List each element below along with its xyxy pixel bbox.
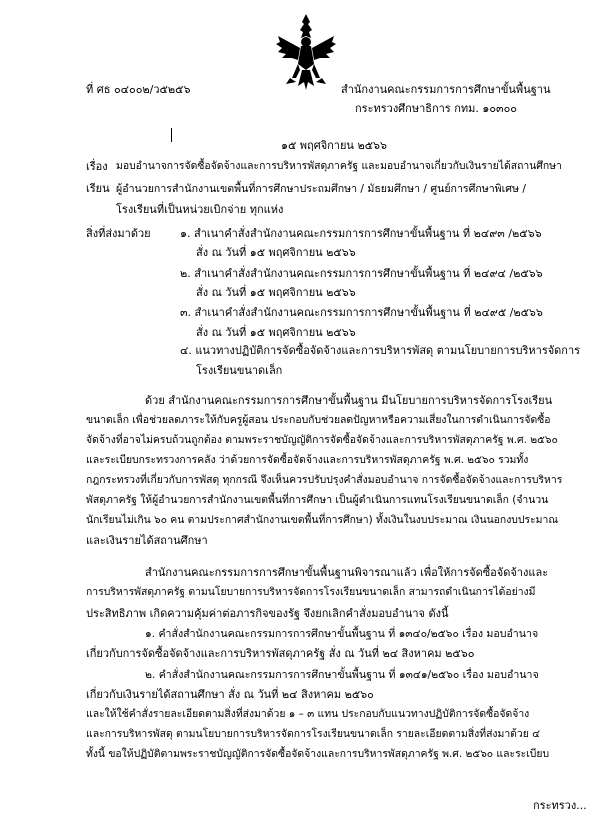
ministry-address: กระทรวงศึกษาธิการ กทม. ๑๐๓๐๐ xyxy=(355,102,518,115)
cancel-item-1-cont: เกี่ยวกับการจัดซื้อจัดจ้างและการบริหารพัสดุภาครัฐ สั่ง ณ วันที่ ๒๔ สิงหาคม ๒๕๖๐ xyxy=(86,647,475,660)
para1-line-3: จัดจ้างที่อาจไม่ครบถ้วนถูกต้อง ตามพระราชบัญญัติการจัดซื้อจัดจ้างและการบริหารพัสดุภาครัฐ พ.ศ. ๒๕๖๐ xyxy=(86,434,558,446)
margin-mark xyxy=(171,128,172,142)
para1-line-5: กฎกระทรวงที่เกี่ยวกับการพัสดุ ทุกกรณี จึงเห็นควรปรับปรุงคำสั่งมอบอำนาจ การจัดซื้อจัดจ้างและการบริหาร xyxy=(86,474,563,486)
enclosure-item-2: ๒. สำเนาคำสั่งสำนักงานคณะกรรมการการศึกษาขั้นพื้นฐาน ที่ ๒๔๙๔ /๒๕๖๖ xyxy=(180,267,543,280)
enclosure-item-1-date: สั่ง ณ วันที่ ๑๕ พฤศจิกายน ๒๕๖๖ xyxy=(196,246,356,259)
para1-line-1: ด้วย สำนักงานคณะกรรมการการศึกษาขั้นพื้นฐาน มีนโยบายการบริหารจัดการโรงเรียน xyxy=(145,394,553,407)
para2-line-2: การบริหารพัสดุภาครัฐ ตามนโยบายการบริหารจัดการโรงเรียนขนาดเล็ก สามารถดำเนินการได้อย่างมี xyxy=(86,586,536,598)
para2-line-1: สำนักงานคณะกรรมการการศึกษาขั้นพื้นฐานพิจารณาแล้ว เพื่อให้การจัดซื้อจัดจ้างและ xyxy=(145,566,549,579)
para3-line-1: และให้ใช้คำสั่งรายละเอียดตามสิ่งที่ส่งมาด้วย ๑ – ๓ แทน ประกอบกับแนวทางปฏิบัติการจัดซื้อจัดจ้าง xyxy=(86,708,530,720)
document-date: ๑๕ พฤศจิกายน ๒๕๖๖ xyxy=(281,139,387,152)
subject-text: มอบอำนาจการจัดซื้อจัดจ้างและการบริหารพัสดุภาครัฐ และมอบอำนาจเกี่ยวกับเงินรายได้สถานศึกษา xyxy=(116,160,562,172)
para1-line-7: นักเรียนไม่เกิน ๖๐ คน ตามประกาศสำนักงานเขตพื้นที่การศึกษา) ทั้งเงินในงบประมาณ เงินนอกงบประมาณ xyxy=(86,514,558,526)
garuda-emblem-icon xyxy=(274,12,338,92)
recipient-line-1: ผู้อำนวยการสำนักงานเขตพื้นที่การศึกษาประถมศึกษา / มัธยมศึกษา / ศูนย์การศึกษาพิเศษ / xyxy=(116,183,526,195)
recipient-label: เรียน xyxy=(86,182,110,195)
para1-line-6: พัสดุภาครัฐ ให้ผู้อำนวยการสำนักงานเขตพื้นที่การศึกษา เป็นผู้ดำเนินการแทนโรงเรียนขนาดเล็ก (จำนวน xyxy=(86,494,549,506)
enclosure-item-2-date: สั่ง ณ วันที่ ๑๕ พฤศจิกายน ๒๕๖๖ xyxy=(196,286,356,299)
page-continuation: กระทรวง... xyxy=(533,799,587,812)
enclosure-item-4-cont: โรงเรียนขนาดเล็ก xyxy=(196,364,283,377)
para3-line-2: และการบริหารพัสดุ ตามนโยบายการบริหารจัดการโรงเรียนขนาดเล็ก รายละเอียดตามสิ่งที่ส่งมาด้วย ๔ xyxy=(86,728,541,740)
cancel-item-1: ๑. คำสั่งสำนักงานคณะกรรมการการศึกษาขั้นพื้นฐาน ที่ ๑๓๔๐/๒๕๖๐ เรื่อง มอบอำนาจ xyxy=(145,628,539,640)
para2-line-3: ประสิทธิภาพ เกิดความคุ้มค่าต่อภารกิจของรัฐ จึงยกเลิกคำสั่งมอบอำนาจ ดังนี้ xyxy=(86,607,449,620)
para1-line-4: และระเบียบกระทรวงการคลัง ว่าด้วยการจัดซื้อจัดจ้างและการบริหารพัสดุภาครัฐ พ.ศ. ๒๕๖๐ รวมทั้ง xyxy=(86,454,529,466)
enclosure-item-4: ๔. แนวทางปฏิบัติการจัดซื้อจัดจ้างและการบริหารพัสดุ ตามนโยบายการบริหารจัดการ xyxy=(180,344,581,357)
agency-name: สำนักงานคณะกรรมการการศึกษาขั้นพื้นฐาน xyxy=(341,83,551,96)
para1-line-2: ขนาดเล็ก เพื่อช่วยลดภาระให้กับครูผู้สอน ประกอบกับช่วยลดปัญหาหรือความเสี่ยงในการดำเนินการจัดซื้อ xyxy=(86,414,551,426)
cancel-item-2: ๒. คำสั่งสำนักงานคณะกรรมการการศึกษาขั้นพื้นฐาน ที่ ๑๓๔๑/๒๕๖๐ เรื่อง มอบอำนาจ xyxy=(145,669,539,681)
enclosure-item-3: ๓. สำเนาคำสั่งสำนักงานคณะกรรมการการศึกษาขั้นพื้นฐาน ที่ ๒๔๙๕ /๒๕๖๖ xyxy=(180,306,543,319)
document-number: ที่ ศธ ๐๔๐๐๒/ว๕๒๕๖ xyxy=(86,83,191,96)
cancel-item-2-cont: เกี่ยวกับเงินรายได้สถานศึกษา สั่ง ณ วันที่ ๒๔ สิงหาคม ๒๕๖๐ xyxy=(86,688,374,701)
para3-line-3: ทั้งนี้ ขอให้ปฏิบัติตามพระราชบัญญัติการจัดซื้อจัดจ้างและการบริหารพัสดุภาครัฐ พ.ศ. ๒๕๖๐ และระเบียบ xyxy=(86,748,550,760)
recipient-line-2: โรงเรียนที่เป็นหน่วยเบิกจ่าย ทุกแห่ง xyxy=(116,203,284,216)
enclosures-label: สิ่งที่ส่งมาด้วย xyxy=(86,227,151,240)
para1-line-8: และเงินรายได้สถานศึกษา xyxy=(86,534,208,547)
subject-label: เรื่อง xyxy=(86,160,108,173)
enclosure-item-3-date: สั่ง ณ วันที่ ๑๕ พฤศจิกายน ๒๕๖๖ xyxy=(196,326,356,339)
enclosure-item-1: ๑. สำเนาคำสั่งสำนักงานคณะกรรมการการศึกษาขั้นพื้นฐาน ที่ ๒๔๙๓ /๒๕๖๖ xyxy=(180,227,542,240)
